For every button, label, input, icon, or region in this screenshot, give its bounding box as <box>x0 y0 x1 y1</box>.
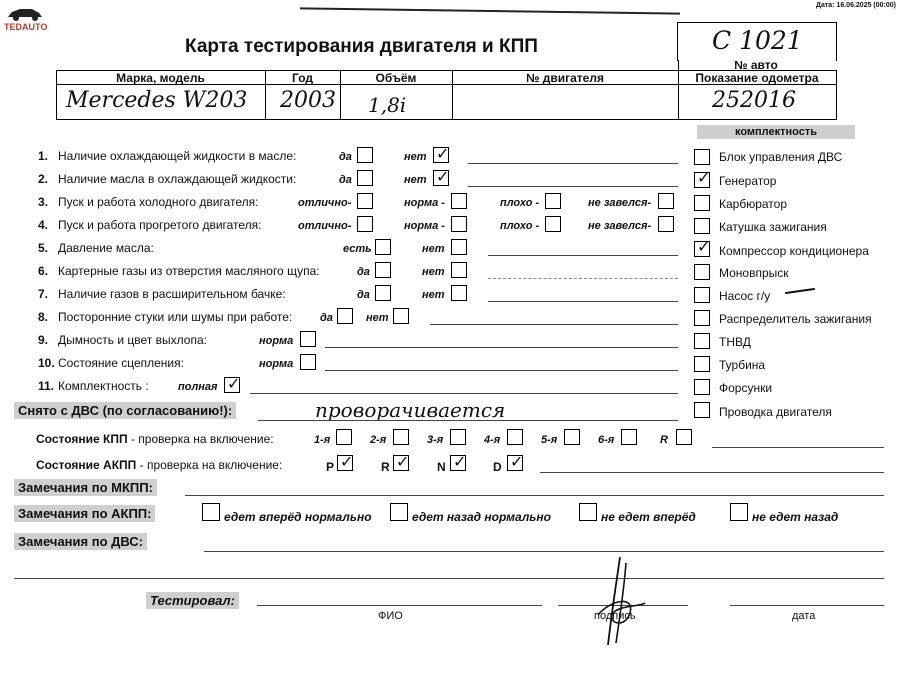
question-number: 2. <box>38 172 49 186</box>
akpp-option-checkbox[interactable] <box>390 503 408 521</box>
tested-by-label: Тестировал: <box>146 592 239 609</box>
remarks-dvs-label: Замечания по ДВС: <box>14 533 147 550</box>
completeness-checkbox[interactable] <box>694 195 710 211</box>
option-label: норма - <box>404 220 445 232</box>
option-label: полная <box>178 381 218 393</box>
gear-checkbox[interactable] <box>676 429 692 445</box>
check-mark-icon: ✓ <box>436 167 450 186</box>
question-number: 1. <box>38 149 49 163</box>
remarks-akpp-label: Замечания по АКПП: <box>14 505 155 522</box>
question-text: Наличие масла в охлаждающей жидкости: <box>58 172 297 186</box>
gear-label: 4-я <box>484 434 501 446</box>
gear-label: D <box>493 460 502 474</box>
akpp-option-label: едет вперёд нормально <box>224 510 372 524</box>
option-label: нет <box>422 266 445 278</box>
completeness-item: Блок управления ДВС <box>719 150 843 164</box>
check-mark-icon: ✓ <box>697 168 711 187</box>
completeness-checkbox[interactable] <box>694 356 710 372</box>
question-text: Наличие охлаждающей жидкости в масле: <box>58 149 297 163</box>
car-number-label: № авто <box>734 58 778 72</box>
logo-brand: TEDAUTO <box>4 22 48 32</box>
gear-label: 2-я <box>370 434 387 446</box>
option-checkbox[interactable] <box>300 354 316 370</box>
question-text: Давление масла: <box>58 241 154 255</box>
option-label: нет <box>366 312 389 324</box>
gear-checkbox[interactable] <box>621 429 637 445</box>
question-text: Посторонние стуки или шумы при работе: <box>58 310 293 324</box>
signature-caption: подпись <box>594 610 636 622</box>
option-checkbox[interactable] <box>451 262 467 278</box>
option-label: отлично- <box>298 220 352 232</box>
check-mark-icon: ✓ <box>396 452 410 471</box>
option-checkbox[interactable] <box>357 170 373 186</box>
completeness-checkbox[interactable] <box>694 379 710 395</box>
option-checkbox[interactable] <box>451 216 467 232</box>
print-date: Дата: 16.06.2025 (00:00) <box>815 2 896 9</box>
akpp-label: Состояние АКПП - проверка на включение: <box>36 458 283 472</box>
question-text: Состояние сцепления: <box>58 356 184 370</box>
question-number: 11. <box>38 379 55 393</box>
check-mark-icon: ✓ <box>453 452 467 471</box>
completeness-item: Проводка двигателя <box>719 405 832 419</box>
fio-caption: ФИО <box>378 610 403 622</box>
question-number: 6. <box>38 264 49 278</box>
completeness-checkbox[interactable] <box>694 333 710 349</box>
option-label: да <box>357 266 370 278</box>
gear-checkbox[interactable] <box>507 429 523 445</box>
option-label: да <box>357 289 370 301</box>
option-checkbox[interactable] <box>451 193 467 209</box>
col-header-odometer: Показание одометра <box>695 71 819 85</box>
option-label: да <box>339 174 352 186</box>
completeness-item: Катушка зажигания <box>719 220 827 234</box>
option-label: норма - <box>404 197 445 209</box>
option-checkbox[interactable] <box>375 285 391 301</box>
option-checkbox[interactable] <box>658 216 674 232</box>
option-checkbox[interactable] <box>545 216 561 232</box>
completeness-item: ТНВД <box>719 335 751 349</box>
option-label: не завелся- <box>588 220 652 232</box>
option-label: норма <box>259 335 294 347</box>
completeness-item: Турбина <box>719 358 766 372</box>
removed-hand-note: проворачивается <box>315 398 506 422</box>
option-label: не завелся- <box>588 197 652 209</box>
gear-label: 3-я <box>427 434 444 446</box>
gear-checkbox[interactable] <box>564 429 580 445</box>
gear-label: P <box>326 460 335 474</box>
car-number-value: C 1021 <box>712 26 803 55</box>
akpp-option-checkbox[interactable] <box>579 503 597 521</box>
option-label: нет <box>422 243 445 255</box>
gear-label: 1-я <box>314 434 331 446</box>
gear-checkbox[interactable] <box>336 429 352 445</box>
question-text: Дымность и цвет выхлопа: <box>58 333 207 347</box>
question-number: 3. <box>38 195 49 209</box>
option-checkbox[interactable] <box>357 147 373 163</box>
question-number: 9. <box>38 333 49 347</box>
akpp-option-label: едет назад нормально <box>412 510 552 524</box>
completeness-item: Компрессор кондиционера <box>719 244 869 258</box>
option-label: норма <box>259 358 294 370</box>
option-checkbox[interactable] <box>545 193 561 209</box>
option-label: есть <box>343 243 372 255</box>
completeness-checkbox[interactable] <box>694 218 710 234</box>
completeness-header: комплектность <box>697 125 855 139</box>
option-checkbox[interactable] <box>337 308 353 324</box>
col-header-year: Год <box>292 71 313 85</box>
option-checkbox[interactable] <box>357 216 373 232</box>
completeness-item: Карбюратор <box>719 197 788 211</box>
completeness-item: Генератор <box>719 174 777 188</box>
completeness-item: Моновпрыск <box>719 266 789 280</box>
option-label: нет <box>422 289 445 301</box>
completeness-checkbox[interactable] <box>694 287 710 303</box>
completeness-checkbox[interactable] <box>694 310 710 326</box>
completeness-item: Распределитель зажигания <box>719 312 872 326</box>
completeness-item: Форсунки <box>719 381 773 395</box>
question-number: 7. <box>38 287 49 301</box>
odometer-value: 252016 <box>712 88 796 113</box>
question-number: 8. <box>38 310 49 324</box>
option-checkbox[interactable] <box>658 193 674 209</box>
question-number: 5. <box>38 241 49 255</box>
model-value: Mercedes W203 <box>66 88 248 113</box>
option-label: нет <box>404 151 427 163</box>
question-text: Пуск и работа холодного двигателя: <box>58 195 259 209</box>
question-text: Наличие газов в расширительном бачке: <box>58 287 286 301</box>
col-header-model: Марка, модель <box>116 71 205 85</box>
page-title: Карта тестирования двигателя и КПП <box>185 36 538 57</box>
remarks-mkpp-label: Замечания по МКПП: <box>14 479 157 496</box>
question-number: 10. <box>38 356 55 370</box>
pen-stroke <box>785 288 815 294</box>
gear-label: R <box>660 434 668 446</box>
gear-checkbox[interactable] <box>450 429 466 445</box>
col-header-engine-no: № двигателя <box>526 71 604 85</box>
volume-value: 1,8i <box>368 93 407 117</box>
question-text: Пуск и работа прогретого двигателя: <box>58 218 262 232</box>
check-mark-icon: ✓ <box>340 452 354 471</box>
option-checkbox[interactable] <box>357 193 373 209</box>
option-checkbox[interactable] <box>451 285 467 301</box>
akpp-option-label: не едет вперёд <box>601 510 696 524</box>
option-label: да <box>339 151 352 163</box>
akpp-option-checkbox[interactable] <box>202 503 220 521</box>
question-text: Комплектность : <box>58 379 149 393</box>
gear-label: 5-я <box>541 434 558 446</box>
scan-artifact <box>300 7 680 14</box>
option-checkbox[interactable] <box>393 308 409 324</box>
check-mark-icon: ✓ <box>436 144 450 163</box>
question-text: Картерные газы из отверстия масляного щупа: <box>58 264 320 278</box>
col-header-volume: Объём <box>375 71 417 85</box>
completeness-checkbox[interactable] <box>694 264 710 280</box>
date-caption: дата <box>792 610 816 622</box>
check-mark-icon: ✓ <box>510 452 524 471</box>
option-checkbox[interactable] <box>451 239 467 255</box>
gear-label: R <box>381 460 390 474</box>
gear-label: 6-я <box>598 434 615 446</box>
option-checkbox[interactable] <box>300 331 316 347</box>
option-label: нет <box>404 174 427 186</box>
gear-checkbox[interactable] <box>393 429 409 445</box>
completeness-item: Насос г/у <box>719 289 771 303</box>
akpp-option-checkbox[interactable] <box>730 503 748 521</box>
option-checkbox[interactable] <box>375 262 391 278</box>
question-number: 4. <box>38 218 49 232</box>
handwritten-signature <box>590 555 650 655</box>
akpp-option-label: не едет назад <box>752 510 839 524</box>
year-value: 2003 <box>280 88 336 113</box>
option-checkbox[interactable] <box>375 239 391 255</box>
option-label: плохо - <box>500 220 540 232</box>
option-label: да <box>320 312 333 324</box>
kpp-label: Состояние КПП - проверка на включение: <box>36 432 274 446</box>
check-mark-icon: ✓ <box>697 237 711 256</box>
completeness-checkbox[interactable] <box>694 402 710 418</box>
check-mark-icon: ✓ <box>227 374 241 393</box>
option-label: отлично- <box>298 197 352 209</box>
gear-label: N <box>437 460 446 474</box>
removed-label: Снято с ДВС (по согласованию!): <box>14 402 236 419</box>
completeness-checkbox[interactable] <box>694 149 710 165</box>
option-label: плохо - <box>500 197 540 209</box>
